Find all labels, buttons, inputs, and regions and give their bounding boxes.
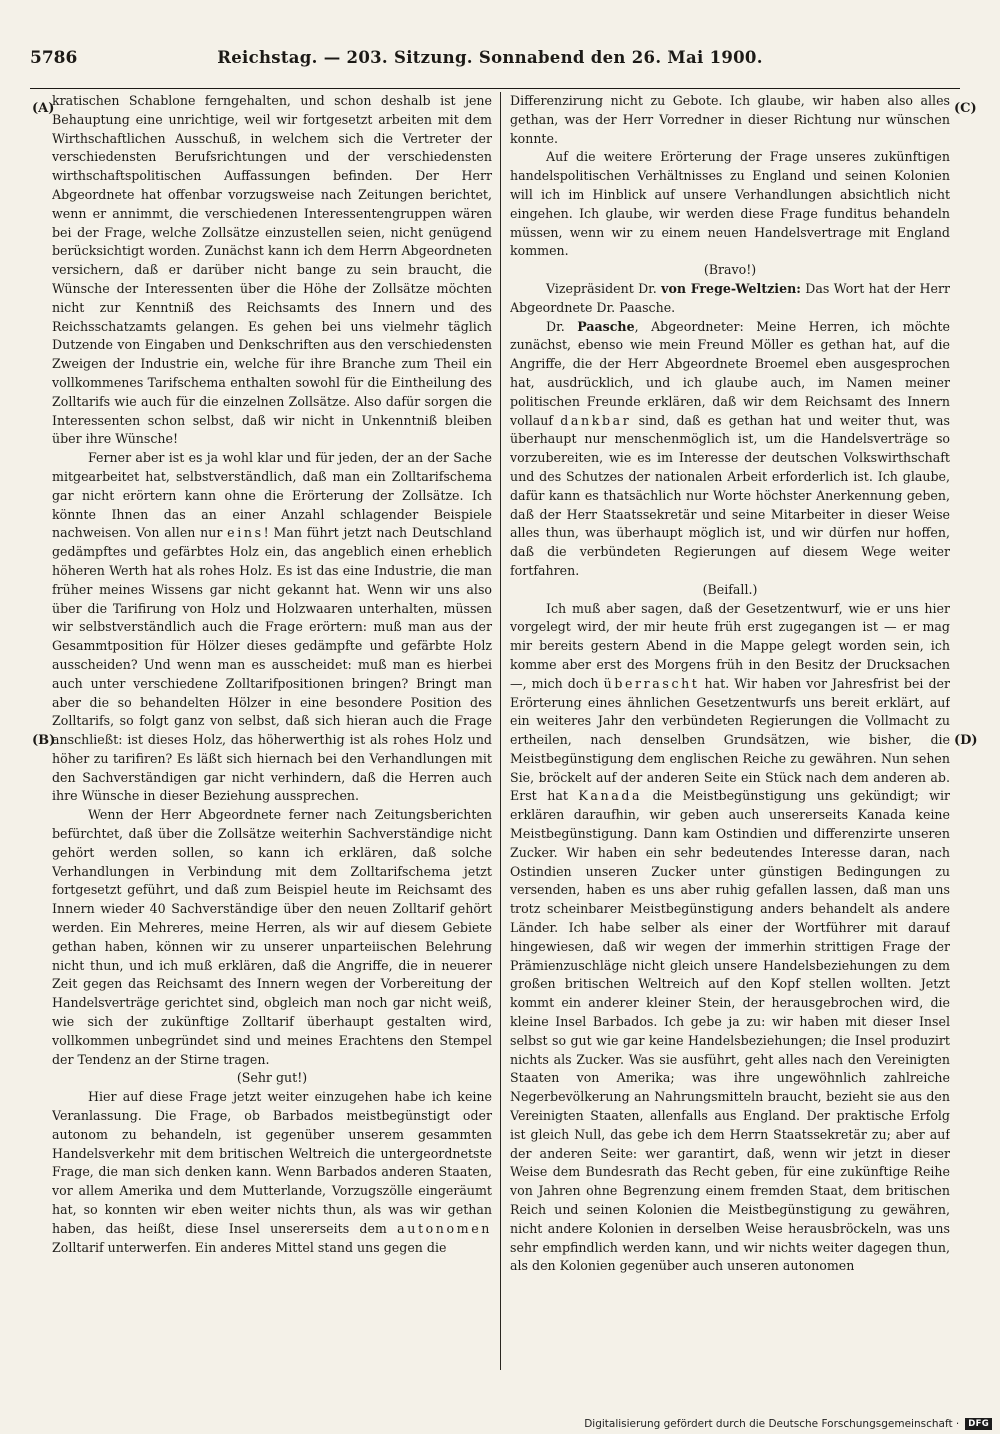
right-p4-text-c: sind, daß es gethan hat und weiter thut, was überhaupt nur menschenmöglich ist, um die Handelsverträge so vorzubereiten, wie es im Interesse der deutschen Volkswirthschaft und des Schutzes der nationalen Arbeit erforderlich ist. Ich glaube, dafür kann es thatsächlich nur Worte höchster Anerkennung geben, daß der Herr Staatssekretär und seine Mitarbeiter in dieser Weise alles thun, was überhaupt möglich ist, und wir dürfen nur hoffen, daß die verbündeten Regierungen auf diesem Wege weiter fortfahren. <box>510 412 950 578</box>
left-p4-emphasis: autonomen <box>397 1220 492 1236</box>
margin-marker-c: (C) <box>954 101 977 116</box>
column-divider <box>500 92 501 1370</box>
left-paragraph-1: kratischen Schablone ferngehalten, und schon deshalb ist jene Behauptung eine unrichtige, weil wir fortgesetzt arbeiten mit dem Wirthschaftlichen Ausschuß, in welchem sich die Vertreter der verschiedensten Berufsrichtungen und der verschiedensten wirthschaftspolitischen Auffassungen befinden. Der Herr Abgeordnete hat offenbar vorzugsweise nach Zeitungen berichtet, wenn er annimmt, die verschiedenen Interessentengruppen wären bei der Frage, welche Zollsätze einzustellen seien, nicht genügend berücksichtigt worden. Zunächst kann ich dem Herrn Abgeordneten versichern, daß er darüber nicht bange zu sein braucht, die Wünsche der Interessenten über die Höhe der Zollsätze möchten nicht zur Kenntniß des Reichsamts des Innern und des Reichsschatzamts gelangen. Es gehen bei uns vielmehr täglich Dutzende von Eingaben und Denkschriften aus den verschiedensten Zweigen der Industrie ein, welche für ihre Branche zum Theil ein vollkommenes Tarifschema enthalten sowohl für die Eintheilung des Zolltarifs wie auch für die einzelnen Zollsätze. Also dafür sorgen die Interessenten schon selbst, daß wir nicht in Unkenntniß bleiben über ihre Wünsche! <box>52 93 492 447</box>
left-p2-emphasis: eins <box>227 525 264 541</box>
running-head: Reichstag. — 203. Sitzung. Sonnabend den 26. Mai 1900. <box>217 48 763 67</box>
right-p5-text-c: die Meistbegünstigung uns gekündigt; wir erklären daraufhin, wir geben auch unsererseits Kanada keine Meistbegünstigung. Dann kam Ostindien und differenzirte unseren Zucker. Wir haben ein sehr bedeutendes Interesse daran, nach Ostindien unseren Zucker unter günstigen Bedingungen zu versenden, haben es uns aber ruhig gefallen lassen, daß man uns trotz scheinbarer Meistbegünstigung anders behandelt als andere Länder. Ich habe selber als einer der Wortführer mit darauf hingewiesen, daß wir wegen der immerhin strittigen Frage der Prämienzuschläge nicht gleich unsere Handelsbeziehungen zu dem großen britischen Weltreich auf den Kopf stellen wollten. Jetzt kommt ein anderer kleiner Stein, der herausgebrochen wird, die kleine Insel Barbados. Ich gebe ja zu: wir haben mit dieser Insel selbst so gut wie gar keine Handelsbeziehungen; die Insel produzirt nichts als Zucker. Was sie ausführt, geht alles nach den Vereinigten Staaten von Amerika; was ihre ungewöhnlich zahlreiche Negerbevölkerung an Nahrungsmitteln braucht, bezieht sie aus den Vereinigten Staaten, allenfalls aus England. Der praktische Erfolg ist gleich Null, das gebe ich dem Herrn Staatssekretär zu; aber auf der anderen Seite: wer garantirt, daß, wenn wir jetzt in dieser Weise dem Bundesrath das Recht geben, für eine zukünftige Reihe von Jahren ohne Begrenzung einem fremden Staat, dem britischen Reich und seinen Kolonien die Meistbegünstigung zu gewähren, nicht andere Kolonien in derselben Weise herausbröckeln, was uns sehr empfindlich werden kann, und wir nichts weiter dagegen thun, als den Kolonien gegenüber auch unseren autonomen <box>510 788 950 1274</box>
left-p4-text-b: Zolltarif unterwerfen. Ein anderes Mittel stand uns gegen die <box>52 1239 447 1255</box>
right-applause-2: (Beifall.) <box>702 581 758 597</box>
header-rule <box>30 88 960 89</box>
left-applause: (Sehr gut!) <box>236 1070 308 1086</box>
right-paragraph-2: Auf die weitere Erörterung der Frage unseres zukünftigen handelspolitischen Verhältnisses zu England und seinen Kolonien will ich im Hinblick auf unsere Verhandlungen absichtlich nicht eingehen. Ich glaube, wir werden diese Frage funditus behandeln müssen, wenn wir zu einem neuen Handelsvertrage mit England kommen. <box>510 149 950 259</box>
right-paragraph-3 <box>510 280 950 318</box>
right-applause-1: (Bravo!) <box>703 262 757 278</box>
right-p4-emphasis: dankbar <box>560 412 632 428</box>
left-p2-text-b: ! Man führt jetzt nach Deutschland gedämpftes und gefärbtes Holz ein, das angeblich einen erheblich höheren Werth hat als rohes Holz. Es ist das eine Industrie, die man früher meines Wissens gar nicht gekannt hat. Wenn wir uns also über die Tarifirung von Holz und Holzwaaren unterhalten, müssen wir selbstverständlich auch die Frage erörtern: muß man aus der Gesammtposition für Hölzer dieses gedämpfte und gefärbte Holz ausscheiden? Und wenn man es ausscheidet: muß man es hierbei auch unter verschiedene Zolltarifpositionen bringen? Bringt man aber die so behandelten Hölzer in eine besondere Position des Zolltarifs, so folgt ganz von selbst, daß sich hieran auch die Frage anschließt: ist dieses Holz, das höherwerthig ist als rohes Holz und höher zu tarifiren? Es läßt sich hiernach bei den Verhandlungen mit den Sachverständigen gar nicht verhindern, daß die Herren auch ihre Wünsche in dieser Beziehung aussprechen. <box>52 525 492 804</box>
right-paragraph-5 <box>510 600 950 1277</box>
left-paragraph-4 <box>52 1088 492 1257</box>
speaker-name-vicepresident: von Frege-Weltzien: <box>661 280 801 296</box>
left-column <box>52 92 492 1376</box>
right-p3-text-a: Vizepräsident Dr. <box>546 280 662 296</box>
right-p5-emphasis-2: Kanada <box>578 788 643 804</box>
right-paragraph-4 <box>510 318 950 581</box>
right-p3-text-b: Das Wort hat der Herr Abgeordnete Dr. Paasche. <box>510 280 950 315</box>
right-p5-text-a: Ich muß aber sagen, daß der Gesetzentwurf, wie er uns hier vorgelegt wird, der mir heute früh erst zugegangen ist — er mag mir bereits gestern Abend in die Mappe gelegt worden sein, ich komme aber erst des Morgens früh in den Besitz der Drucksachen —, mich doch <box>510 600 950 691</box>
margin-marker-a: (A) <box>32 101 55 116</box>
digitization-credit <box>584 1418 992 1430</box>
right-p5-text-b: hat. Wir haben vor Jahresfrist bei der Erörterung eines ähnlichen Gesetzentwurfs uns bereit erklärt, auf ein weiteres Jahr den verbündeten Regierungen die Vollmacht zu ertheilen, nach denselben Grundsätzen, wie bisher, die Meistbegünstigung dem englischen Reiche zu gewähren. Nun sehen Sie, bröckelt auf der anderen Seite ein Stück nach dem anderen ab. Erst hat <box>510 675 950 804</box>
left-paragraph-2 <box>52 449 492 806</box>
right-p4-text-b: , Abgeordneter: Meine Herren, ich möchte zunächst, ebenso wie mein Freund Möller es gethan hat, auf die Angriffe, die der Herr Abgeordnete Broemel eben ausgesprochen hat, ausdrücklich, und ich glaube auch, im Namen meiner politischen Freunde erklären, daß wir dem Reichsamt des Innern vollauf <box>510 318 950 428</box>
right-column <box>510 92 950 1376</box>
speaker-name-paasche: Paasche <box>577 318 635 334</box>
right-paragraph-1: Differenzirung nicht zu Gebote. Ich glaube, wir haben also alles gethan, was der Herr Vorredner in dieser Richtung nur wünschen konnte. <box>510 93 950 146</box>
credit-text: Digitalisierung gefördert durch die Deutsche Forschungsgemeinschaft · <box>584 1418 960 1430</box>
left-p2-text-a: Ferner aber ist es ja wohl klar und für jeden, der an der Sache mitgearbeitet hat, selbstverständlich, daß man ein Zolltarifschema gar nicht erörtern kann ohne die Erörterung der Zollsätze. Ich könnte Ihnen das an einer Anzahl schlagender Beispiele nachweisen. Von allen nur <box>52 450 492 541</box>
page-number: 5786 <box>30 48 78 68</box>
left-p4-text-a: Hier auf diese Frage jetzt weiter einzugehen habe ich keine Veranlassung. Die Frage, ob Barbados meistbegünstigt oder autonom zu behandeln, ist gegenüber unserem gesammten Handelsverkehr mit dem britischen Weltreich die untergeordnetste Frage, die man sich denken kann. Wenn Barbados anderen Staaten, vor allem Amerika und dem Mutterlande, Vorzugszölle eingeräumt hat, so konnten wir eben weiter nichts thun, als was wir gethan haben, das heißt, diese Insel unsererseits dem <box>52 1089 492 1236</box>
page-header <box>30 48 950 76</box>
margin-marker-b: (B) <box>32 733 56 748</box>
right-p4-text-a: Dr. <box>546 318 578 334</box>
left-paragraph-3: Wenn der Herr Abgeordnete ferner nach Zeitungsberichten befürchtet, daß über die Zollsätze weiterhin Sachverständige nicht gehört werden sollen, so kann ich erklären, daß solche Verhandlungen in Verbindung mit dem Zolltarifschema jetzt fortgesetzt geführt, und daß zum Beispiel heute im Reichsamt des Innern wieder 40 Sachverständige über den neuen Zolltarif gehört werden. Ein Mehreres, meine Herren, als wir auf diesem Gebiete gethan haben, können wir zu unserer unparteiischen Belehrung nicht thun, und ich muß erklären, daß die Angriffe, die in neuerer Zeit gegen das Reichsamt des Innern wegen der Vorbereitung der Handelsverträge gerichtet sind, obgleich man noch gar nicht weiß, wie sich der zukünftige Zolltarif überhaupt gestalten wird, vollkommen unbegründet sind und meines Erachtens den Stempel der Tendenz an der Stirne tragen. <box>52 807 492 1067</box>
margin-marker-d: (D) <box>954 733 978 748</box>
right-p5-emphasis-1: überrascht <box>603 675 700 691</box>
dfg-logo: DFG <box>965 1418 992 1430</box>
